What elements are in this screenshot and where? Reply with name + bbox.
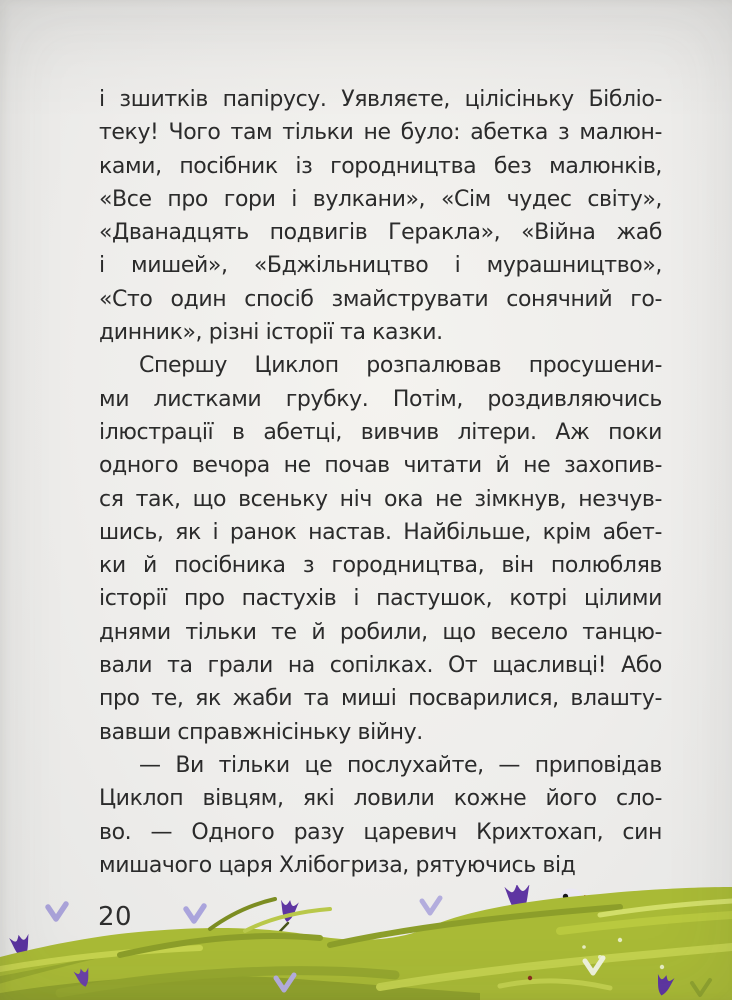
text-line: ки й посібника з городництва, він полюбляв [99, 553, 662, 579]
text-line: «Все про гори і вулкани», «Сім чудес світу», [99, 186, 662, 212]
text-line: теку! Чого там тільки не було: абетка з малюн- [99, 120, 662, 146]
text-line: ілюстрації в абетці, вивчив літери. Аж поки [99, 419, 662, 445]
text-line: Спершу Циклоп розпалював просушени- [139, 353, 662, 379]
text-line: динник», різні історії та казки. [99, 320, 443, 346]
text-line: одного вечора не почав читати й не захопив- [99, 453, 662, 479]
text-line: і зшитків папірусу. Уявляєте, цілісіньку Бібліо- [99, 87, 662, 112]
text-line: ками, посібник із городництва без малюнків, [99, 153, 662, 179]
text-line: Циклоп вівцям, які ловили кожне його сло- [99, 786, 662, 812]
text-line: — Ви тільки це послухайте, — приповідав [139, 752, 662, 778]
text-line: днями тільки те й робили, що весело танцю- [99, 619, 662, 645]
grass-band [0, 887, 732, 1000]
paragraph-library-list [99, 83, 662, 349]
text-line: вали та грали на сопілках. От щасливці! Або [99, 653, 662, 679]
page-number: 20 [98, 902, 133, 932]
text-line: історії про пастухів і пастушок, котрі цілими [99, 586, 662, 612]
text-line: ми листками грубку. Потім, роздивляючись [99, 386, 662, 412]
text-line: вавши справжнісіньку війну. [99, 719, 423, 745]
text-line: «Сто один спосіб змайструвати сонячний го- [99, 286, 662, 312]
body-text [99, 83, 662, 882]
text-line: ся так, що всеньку ніч ока не зімкнув, незчув- [99, 486, 662, 512]
text-line: «Дванадцять подвигів Геракла», «Війна жаб [99, 220, 662, 246]
paragraph-cyclops-reading [99, 349, 662, 749]
meadow-illustration [0, 885, 732, 1000]
text-line: мишачого царя Хлібогриза, рятуючись від [99, 852, 576, 878]
text-line: шись, як і ранок настав. Найбільше, крім абет- [99, 519, 662, 545]
text-line: і мишей», «Бджільництво і мурашництво», [99, 253, 662, 279]
paragraph-dialogue [99, 749, 662, 882]
text-line: про те, як жаби та миші посварилися, влашту- [99, 686, 662, 712]
text-line: во. — Одного разу царевич Крихтохап, син [99, 819, 662, 845]
